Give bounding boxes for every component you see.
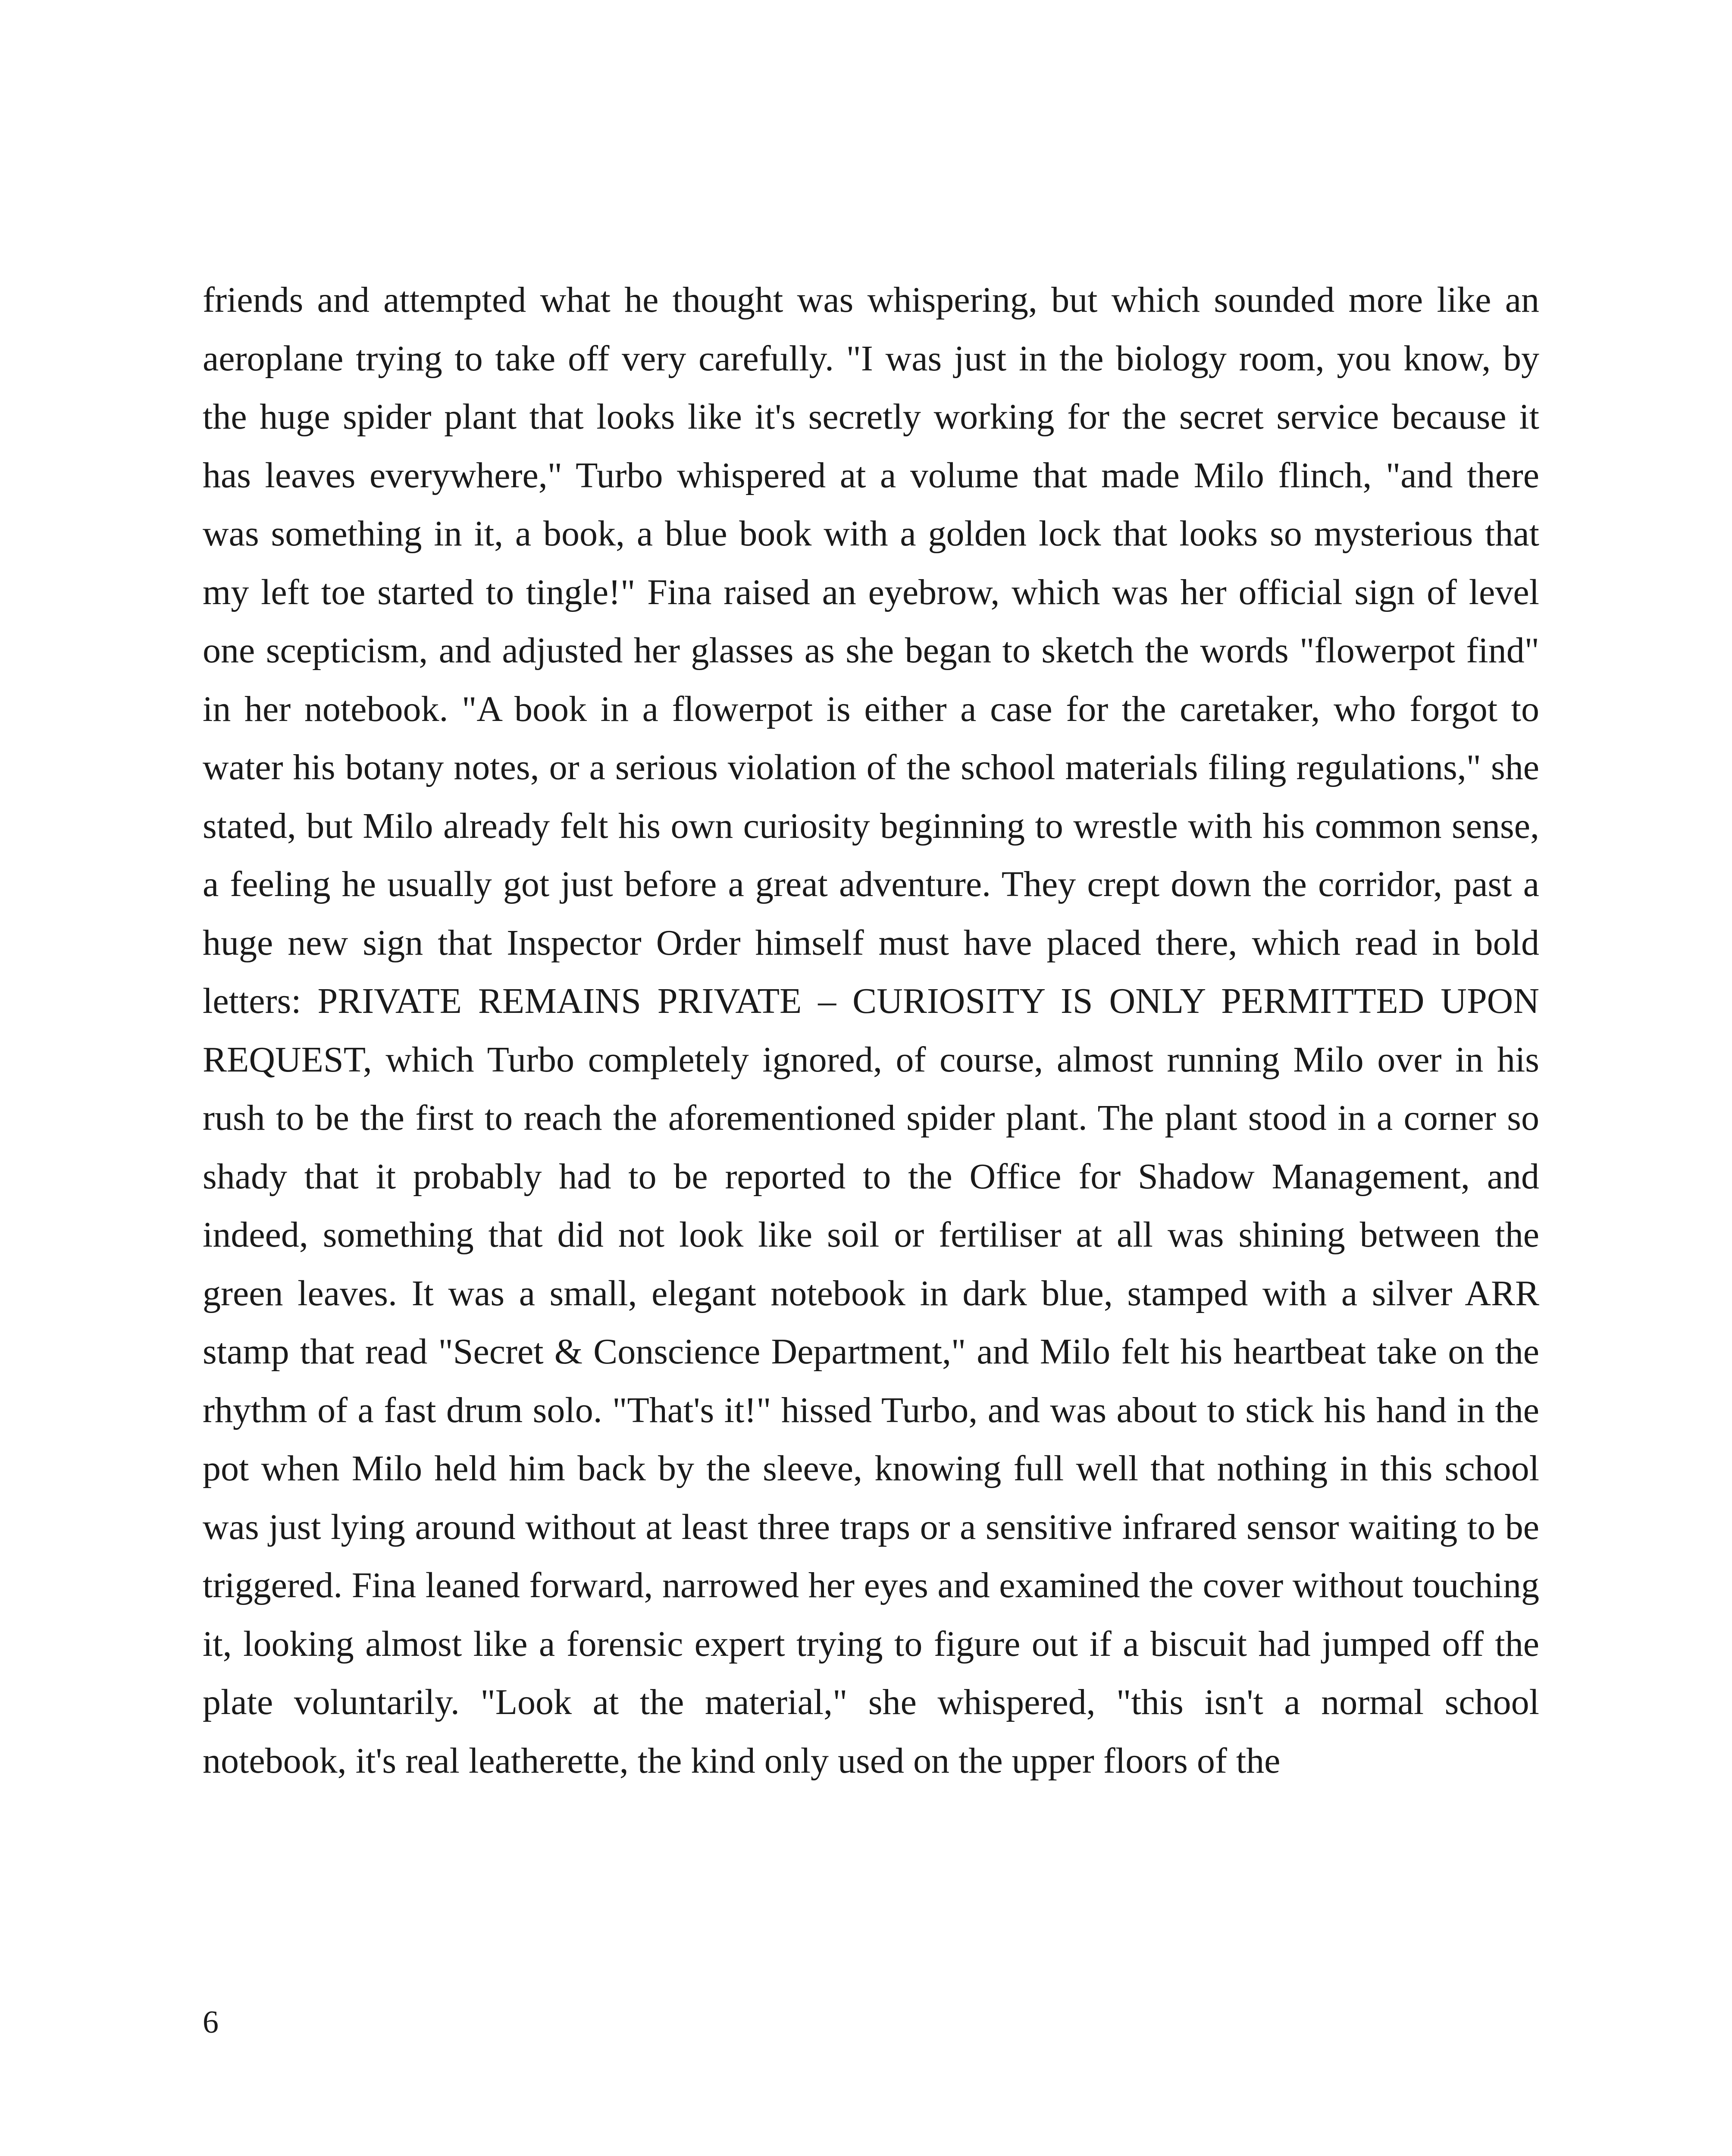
page-number: 6 [203, 2005, 219, 2040]
body-paragraph: friends and attempted what he thought was whispering, but which sounded more like an aeroplane trying to take off very carefully. "I was just in the biology room, you know, by the huge spider plant that looks like it's secretly working for the secret service because it has leaves everywhere," Turbo whispered at a volume that made Milo flinch, "and there was something in it, a book, a blue book with a golden lock that looks so mysterious that my left toe started to tingle!" Fina raised an eyebrow, which was her official sign of level one scepticism, and adjusted her glasses as she began to sketch the words "flowerpot find" in her notebook. "A book in a flowerpot is either a case for the caretaker, who forgot to water his botany notes, or a serious violation of the school materials filing regulations," she stated, but Milo already felt his own curiosity beginning to wrestle with his common sense, a feeling he usually got just before a great adventure. They crept down the corridor, past a huge new sign that Inspector Order himself must have placed there, which read in bold letters: PRIVATE REMAINS PRIVATE – CURIOSITY IS ONLY PERMITTED UPON REQUEST, which Turbo completely ignored, of course, almost running Milo over in his rush to be the first to reach the aforementioned spider plant. The plant stood in a corner so shady that it probably had to be reported to the Office for Shadow Management, and indeed, something that did not look like soil or fertiliser at all was shining between the green leaves. It was a small, elegant notebook in dark blue, stamped with a silver ARR stamp that read "Secret & Conscience Department," and Milo felt his heartbeat take on the rhythm of a fast drum solo. "That's it!" hissed Turbo, and was about to stick his hand in the pot when Milo held him back by the sleeve, knowing full well that nothing in this school was just lying around without at least three traps or a sensitive infrared sensor waiting to be triggered. Fina leaned forward, narrowed her eyes and examined the cover without touching it, looking almost like a forensic expert trying to figure out if a biscuit had jumped off the plate voluntarily. "Look at the material," she whispered, "this isn't a normal school notebook, it's real leatherette, the kind only used on the upper floors of the [203, 280, 1539, 1781]
